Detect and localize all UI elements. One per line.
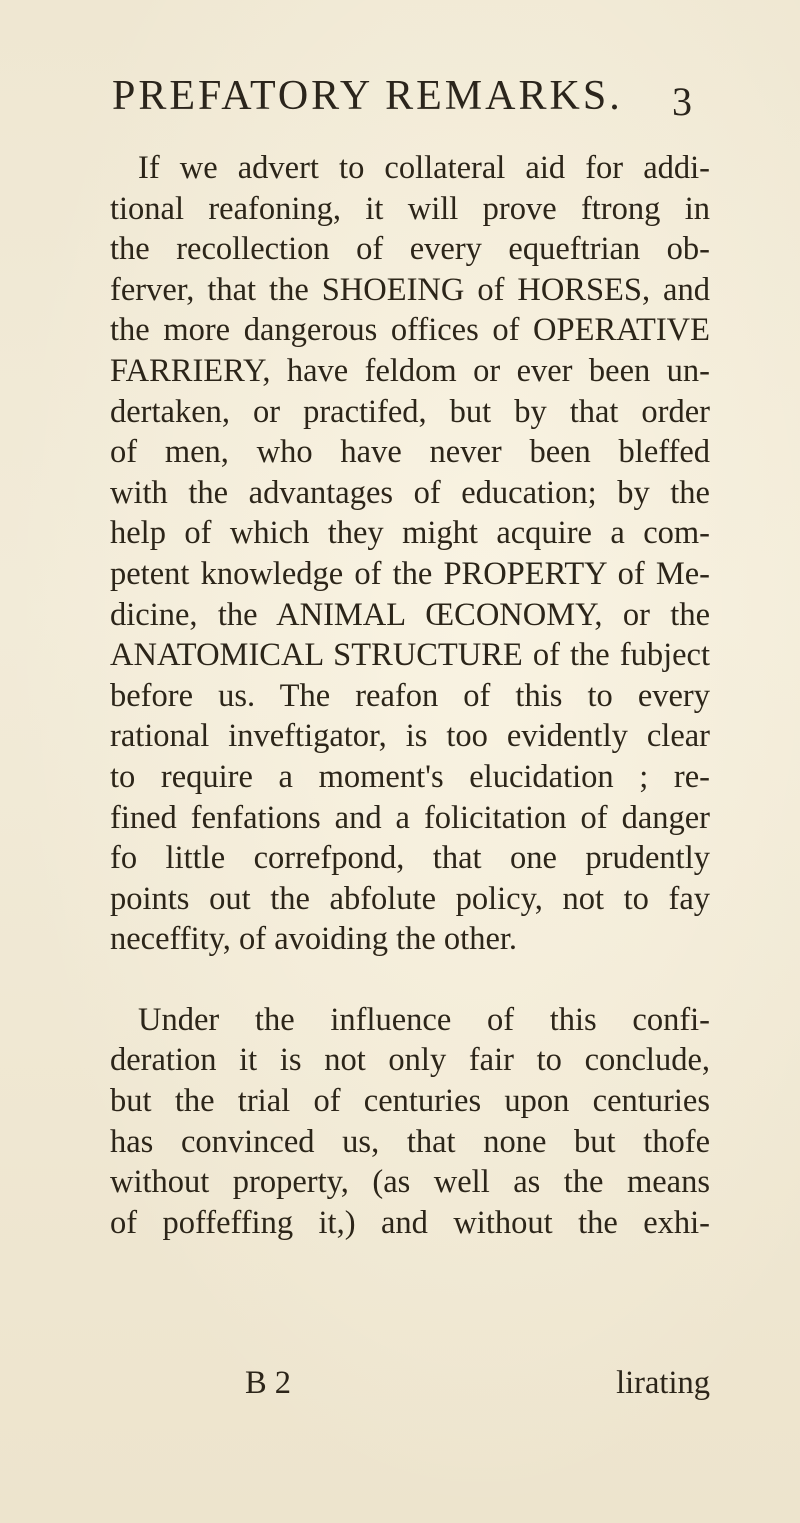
text-line: If we advert to collateral aid for addi- [138,150,710,186]
running-head [112,72,712,124]
text-line: with the advantages of education; by the [110,474,710,511]
text-line: of men, who have never been bleffed [110,434,710,471]
text-line: but the trial of centuries upon centuries [110,1083,710,1120]
text-line: tional reafoning, it will prove ftrong in [110,190,710,227]
paragraph-gap [110,960,710,1000]
text-line: fo little correfpond, that one prudently [110,840,710,877]
text-line: points out the abfolute policy, not to fay [110,880,710,917]
catchword: lirating [616,1365,710,1401]
text-line: the more dangerous offices of OPERATIVE [110,312,710,349]
text-line: ferver, that the SHOEING of HORSES, and [110,271,710,308]
text-line: of poffeffing it,) and without the exhi- [110,1204,710,1241]
text-line: dertaken, or practifed, but by that order [110,393,710,430]
text-line: dicine, the ANIMAL ŒCONOMY, or the [110,596,710,633]
body-text [110,148,710,1243]
text-line: FARRIERY, have feldom or ever been un- [110,352,710,389]
paragraph-1 [110,148,710,960]
paragraph-2 [110,1000,710,1244]
text-line: has convinced us, that none but thofe [110,1123,710,1160]
text-line: Under the influence of this confi- [138,1001,710,1038]
text-line: neceffity, of avoiding the other. [110,921,518,958]
text-line: rational inveftigator, is too evidently clear [110,718,710,755]
text-line: without property, (as well as the means [110,1164,710,1201]
page-footer [110,1365,710,1407]
text-line: the recollection of every equeftrian ob- [110,231,710,268]
signature-mark: B 2 [245,1365,292,1401]
text-line: before us. The reafon of this to every [110,677,710,714]
text-line: deration it is not only fair to conclude, [110,1042,710,1079]
page-number: 3 [672,79,695,124]
text-line: ANATOMICAL STRUCTURE of the fubject [110,637,710,674]
running-head-title: PREFATORY REMARKS. [112,73,623,119]
text-line: petent knowledge of the PROPERTY of Me- [110,555,710,592]
text-line: to require a moment's elucidation ; re- [110,758,710,795]
text-line: fined fenfations and a folicitation of danger [110,799,710,836]
text-line: help of which they might acquire a com- [110,515,710,552]
